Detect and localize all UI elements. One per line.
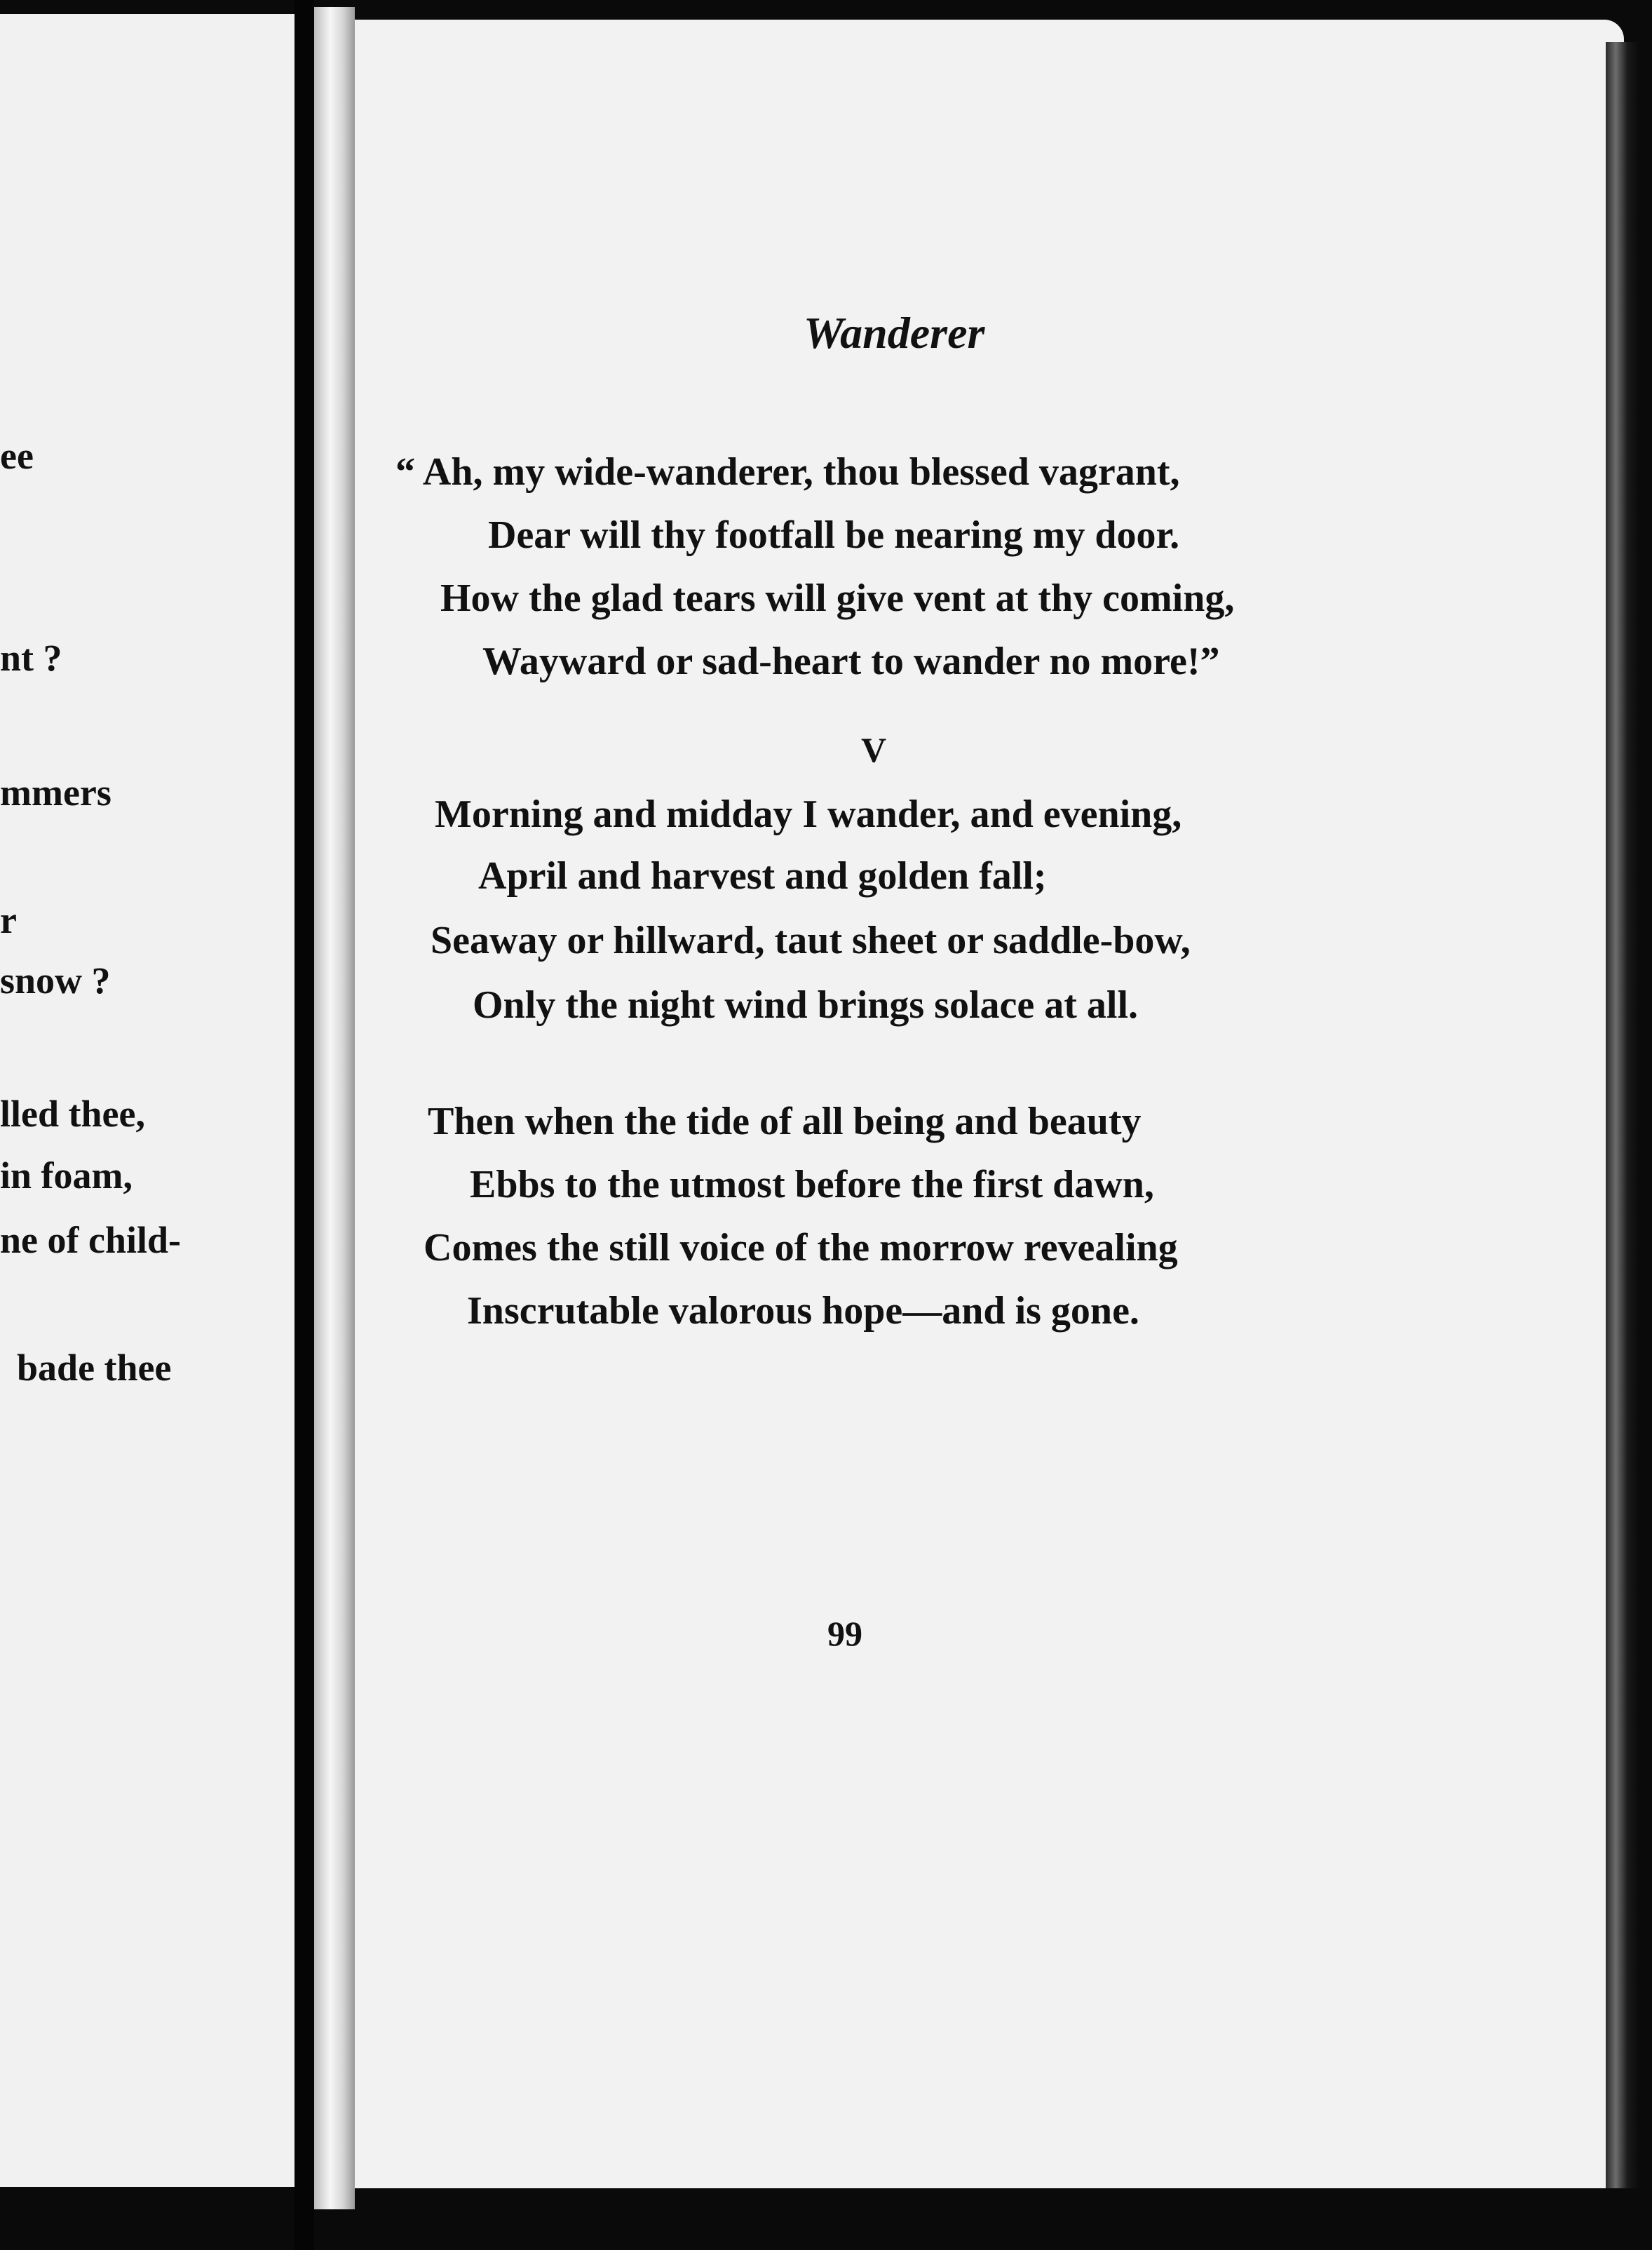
book-gutter bbox=[294, 0, 314, 2250]
running-title: Wanderer bbox=[804, 308, 985, 358]
left-page bbox=[0, 14, 294, 2187]
left-page-line: snow ? bbox=[0, 959, 111, 1002]
left-page-line: in foam, bbox=[0, 1154, 133, 1197]
poem-line: April and harvest and golden fall; bbox=[478, 854, 1047, 898]
right-page-edge bbox=[1606, 42, 1639, 2188]
section-numeral: V bbox=[861, 730, 887, 769]
page-edge bbox=[314, 7, 355, 2209]
poem-line: Inscrutable valorous hope—and is gone. bbox=[467, 1289, 1139, 1333]
left-page-line: ee bbox=[0, 435, 34, 477]
page-number: 99 bbox=[827, 1614, 862, 1653]
left-page-line: r bbox=[0, 899, 17, 941]
poem-line: “ Ah, my wide-wanderer, thou blessed vagrant, bbox=[395, 450, 1180, 494]
poem-line: Morning and midday I wander, and evening, bbox=[435, 793, 1182, 836]
poem-line: How the glad tears will give vent at thy coming, bbox=[440, 577, 1235, 620]
poem-line: Seaway or hillward, taut sheet or saddle-bow, bbox=[431, 919, 1191, 962]
right-page bbox=[355, 20, 1624, 2188]
poem-line: Only the night wind brings solace at all. bbox=[473, 983, 1139, 1027]
poem-line: Ebbs to the utmost before the first dawn, bbox=[470, 1163, 1154, 1206]
left-page-line: mmers bbox=[0, 772, 111, 814]
poem-line: Then when the tide of all being and beauty bbox=[428, 1100, 1142, 1143]
left-page-line: ne of child- bbox=[0, 1219, 182, 1261]
poem-line: Dear will thy footfall be nearing my door. bbox=[488, 513, 1180, 557]
poem-line: Comes the still voice of the morrow revealing bbox=[424, 1226, 1178, 1269]
poem-line: Wayward or sad-heart to wander no more!” bbox=[482, 640, 1220, 683]
left-page-line: lled thee, bbox=[0, 1093, 145, 1135]
left-page-line: bade thee bbox=[17, 1347, 172, 1389]
left-page-line: nt ? bbox=[0, 637, 62, 679]
